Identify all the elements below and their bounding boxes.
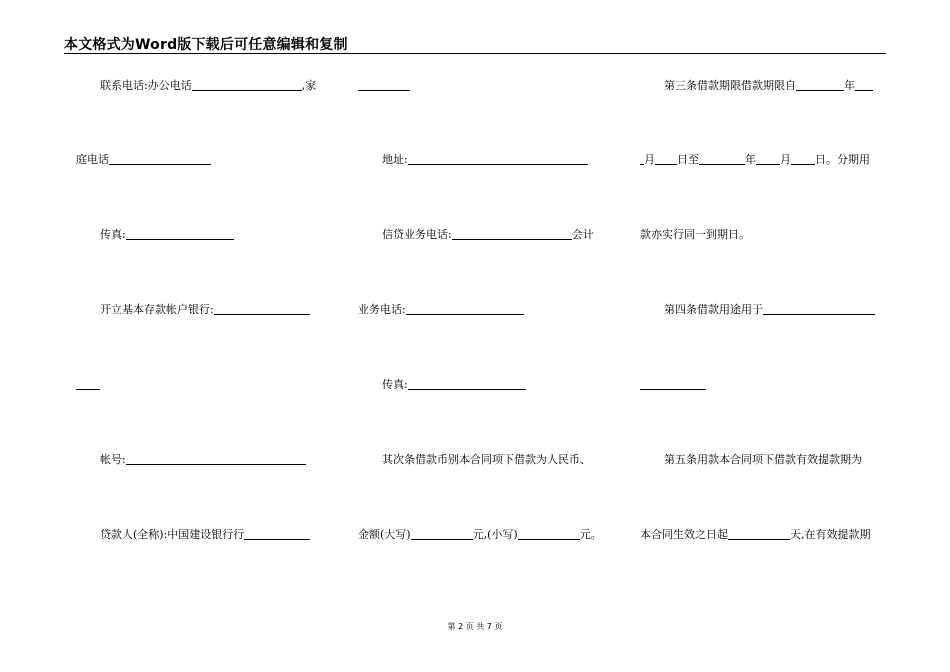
account-number-blank bbox=[126, 452, 306, 465]
account-number-label: 帐号: bbox=[100, 453, 126, 466]
col2-line-6 bbox=[358, 452, 628, 468]
credit-phone-label: 信贷业务电话: bbox=[382, 228, 452, 241]
office-phone-label: 联系电话:办公电话 bbox=[100, 79, 192, 92]
col2-line-4 bbox=[358, 302, 604, 318]
amount-lower-label: 元,(小写) bbox=[472, 528, 518, 541]
article-4-text: 第四条借款用途用于 bbox=[664, 303, 763, 316]
end-year-label: 年 bbox=[745, 153, 756, 166]
col3-line-5 bbox=[640, 377, 886, 393]
home-phone-label-end: 庭电话 bbox=[76, 153, 109, 166]
col3-line-2 bbox=[640, 152, 886, 168]
accounting-label-start: 会计 bbox=[571, 228, 594, 241]
column-middle bbox=[358, 0, 604, 672]
start-year-blank bbox=[796, 78, 844, 91]
column-right bbox=[640, 0, 886, 672]
end-month-blank bbox=[756, 152, 780, 165]
lender-name-label: 贷款人(全称):中国建设银行行 bbox=[100, 528, 245, 541]
col1-line-3 bbox=[76, 227, 346, 243]
fax-label-2: 传真: bbox=[382, 378, 408, 391]
office-phone-blank bbox=[192, 78, 302, 91]
fax-blank-2 bbox=[408, 377, 526, 390]
same-maturity-text: 款亦实行同一到期日。 bbox=[640, 228, 750, 241]
year-label: 年 bbox=[844, 79, 855, 92]
start-day-blank bbox=[655, 152, 677, 165]
month-label: 月 bbox=[644, 153, 655, 166]
col1-line-4 bbox=[76, 302, 346, 318]
col2-line-3 bbox=[358, 227, 628, 243]
end-day-blank bbox=[791, 152, 815, 165]
col3-line-4 bbox=[640, 302, 910, 318]
effective-date-text: 本合同生效之日起 bbox=[640, 528, 728, 541]
column-left bbox=[76, 0, 322, 672]
page-number-footer: 第 2 页 共 7 页 bbox=[447, 622, 503, 631]
days-blank bbox=[728, 527, 790, 540]
page-header-title: 本文格式为Word版下载后可任意编辑和复制 bbox=[64, 37, 348, 53]
business-phone-blank bbox=[406, 302, 524, 315]
credit-phone-blank bbox=[452, 227, 572, 240]
col2-line-2 bbox=[358, 152, 628, 168]
col1-line-7 bbox=[76, 527, 346, 543]
business-phone-label: 业务电话: bbox=[358, 303, 406, 316]
col1-line-1 bbox=[76, 78, 346, 94]
col2-line-7 bbox=[358, 527, 604, 543]
until-label: 日至 bbox=[677, 153, 699, 166]
col3-line-1 bbox=[640, 78, 910, 94]
home-phone-blank bbox=[109, 152, 211, 165]
col2-line-5 bbox=[358, 377, 628, 393]
amount-upper-blank bbox=[411, 527, 473, 540]
address-blank bbox=[408, 152, 588, 165]
fax-blank bbox=[126, 227, 234, 240]
installment-text: 日。分期用 bbox=[815, 153, 870, 166]
purpose-blank bbox=[763, 302, 875, 315]
valid-period-text: 天,在有效提款期 bbox=[790, 528, 871, 541]
article-2-text: 其次条借款币别本合同项下借款为人民币、 bbox=[382, 453, 591, 466]
purpose-blank-cont bbox=[640, 377, 706, 390]
start-month-blank bbox=[855, 78, 873, 91]
col3-line-3 bbox=[640, 227, 886, 243]
address-label: 地址: bbox=[382, 153, 408, 166]
col1-line-5 bbox=[76, 377, 322, 393]
amount-upper-label: 金额(大写) bbox=[358, 528, 411, 541]
lender-branch-blank bbox=[244, 527, 310, 540]
fax-label: 传真: bbox=[100, 228, 126, 241]
continued-blank bbox=[358, 78, 410, 91]
bank-account-label: 开立基本存款帐户银行: bbox=[100, 303, 214, 316]
article-3-text: 第三条借款期限借款期限自 bbox=[664, 79, 796, 92]
col2-line-1 bbox=[358, 78, 604, 94]
amount-unit: 元。 bbox=[579, 528, 602, 541]
bank-account-blank-cont bbox=[76, 377, 100, 390]
bank-account-blank bbox=[214, 302, 310, 315]
end-month-label: 月 bbox=[780, 153, 791, 166]
col3-line-7 bbox=[640, 527, 886, 543]
article-5-text: 第五条用款本合同项下借款有效提款期为 bbox=[664, 453, 862, 466]
col1-line-6 bbox=[76, 452, 346, 468]
amount-lower-blank bbox=[518, 527, 580, 540]
col3-line-6 bbox=[640, 452, 910, 468]
home-phone-label-start: ,家 bbox=[301, 79, 317, 92]
end-year-blank bbox=[699, 152, 745, 165]
col1-line-2 bbox=[76, 152, 322, 168]
